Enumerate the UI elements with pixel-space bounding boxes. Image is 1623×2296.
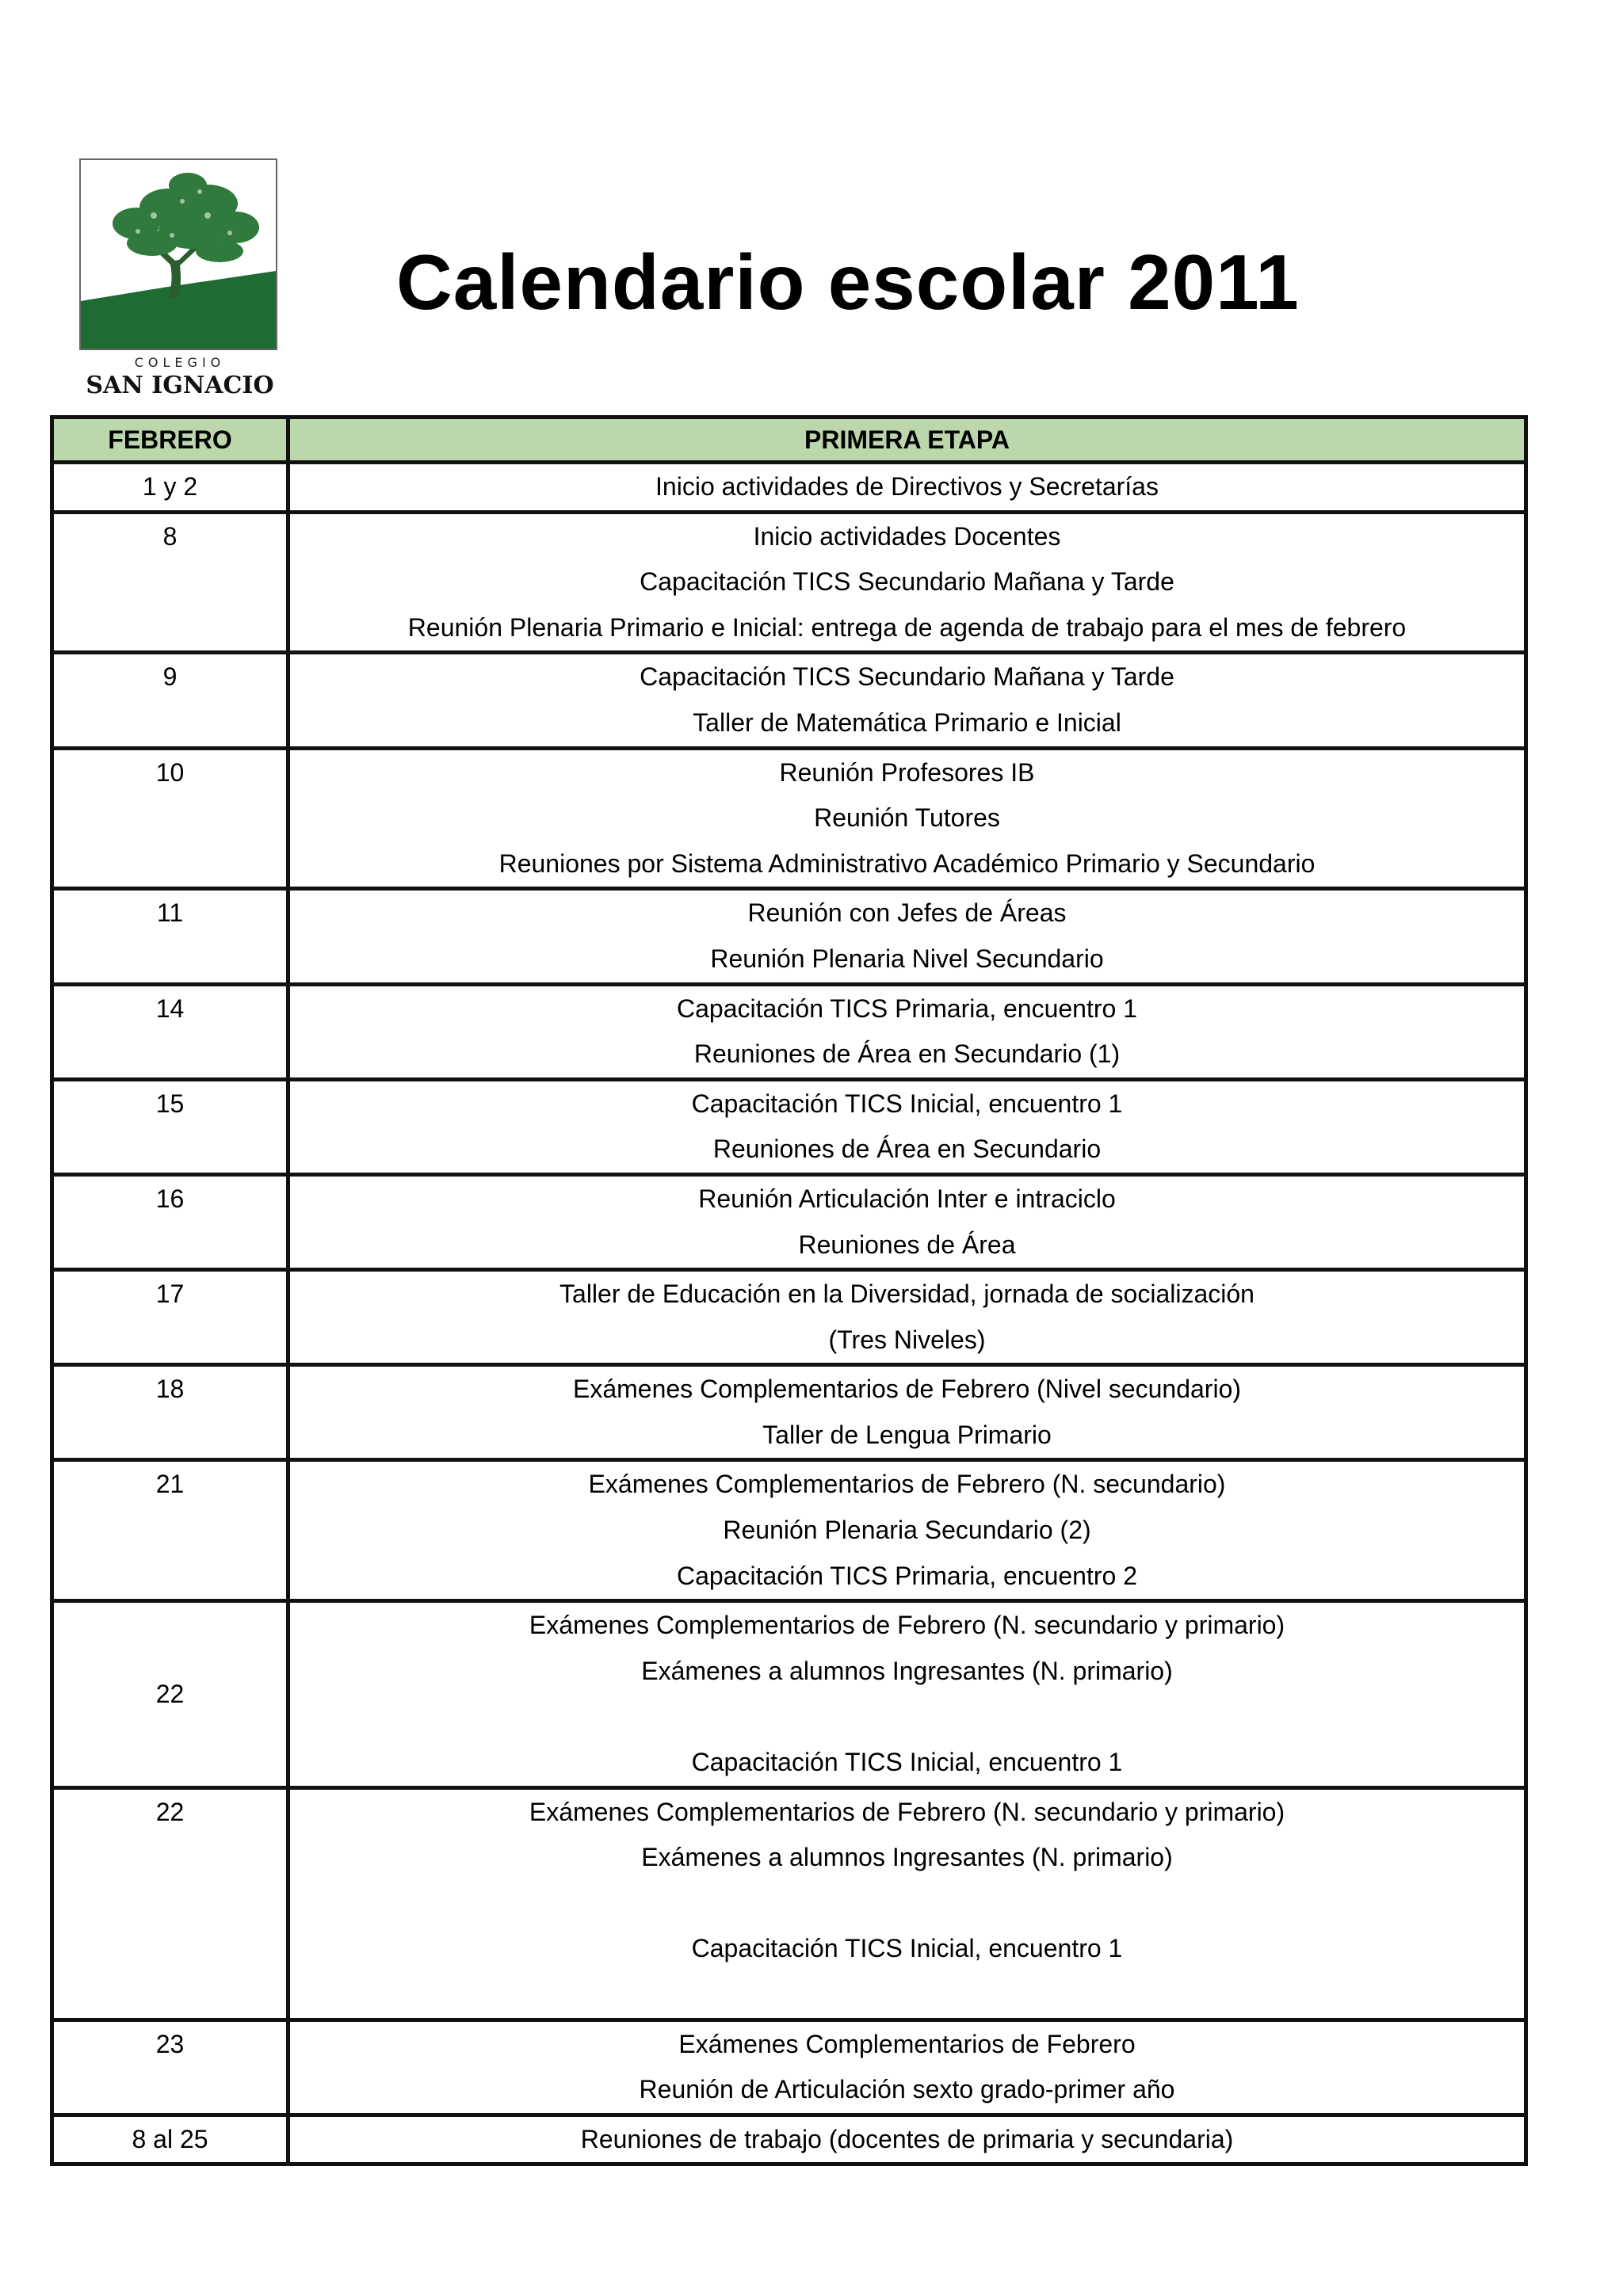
page-title: Calendario escolar 2011 [396,238,1300,326]
table-row [52,1787,1526,2019]
row-activities [288,1270,1526,1365]
row-date: 16 [52,1174,288,1269]
activity-line [290,1972,1524,2018]
activity-line: Taller de Matemática Primario e Inicial [693,707,1121,737]
table-row [52,1601,1526,1787]
row-date: 14 [52,984,288,1079]
activity-line: Reunión de Articulación sexto grado-primer año [639,2075,1175,2104]
row-activities [288,2019,1526,2115]
activity-line: Inicio actividades Docentes [753,521,1061,551]
activity-line: Reuniones de trabajo (docentes de primaria y secundaria) [580,2124,1234,2153]
activity-line: Reunión Plenaria Secundario (2) [723,1516,1091,1545]
activity-line: Exámenes a alumnos Ingresantes (N. primario) [641,1656,1173,1685]
activity-line: Exámenes Complementarios de Febrero (Nivel secundario) [572,1375,1242,1404]
row-date: 21 [52,1460,288,1601]
row-date: 11 [52,889,288,984]
row-date: 8 [52,512,288,653]
table-row [52,1270,1526,1365]
row-date: 1 y 2 [52,463,288,513]
row-date: 18 [52,1365,288,1460]
row-activities [288,1079,1526,1174]
calendar-body [52,463,1526,2164]
activity-line: Reuniones de Área en Secundario (1) [693,1039,1121,1069]
row-activities [288,653,1526,748]
table-row [52,1460,1526,1601]
activity-line: Reunión con Jefes de Áreas [747,898,1067,928]
row-activities [288,1787,1526,2019]
activity-line: Capacitación TICS Primaria, encuentro 2 [676,1561,1137,1590]
row-activities [288,512,1526,653]
header-stage: PRIMERA ETAPA [288,418,1526,463]
table-row [52,2019,1526,2115]
school-logo [79,158,281,399]
row-date: 17 [52,1270,288,1365]
logo-school-name: SAN IGNACIO [86,372,274,399]
activity-line: Inicio actividades de Directivos y Secretarías [655,472,1159,501]
row-date: 22 [52,1787,288,2019]
table-header-row [52,418,1526,463]
table-row [52,463,1526,513]
activity-line [290,1881,1524,1927]
row-date: 23 [52,2019,288,2115]
row-date: 22 [52,1601,288,1787]
table-row [52,2115,1526,2164]
activity-line: Exámenes Complementarios de Febrero (N. secundario y primario) [529,1797,1285,1826]
logo-college-label: COLEGIO [134,355,226,370]
activity-line: Reunión Articulación Inter e intraciclo [698,1184,1116,1213]
row-date: 15 [52,1079,288,1174]
activity-line: Capacitación TICS Secundario Mañana y Tarde [640,662,1174,692]
row-activities [288,1601,1526,1787]
activity-line: Reunión Plenaria Nivel Secundario [710,944,1104,973]
activity-line: Capacitación TICS Inicial, encuentro 1 [691,1089,1123,1118]
row-activities [288,463,1526,513]
activity-line: Exámenes Complementarios de Febrero [678,2029,1136,2058]
activity-line: Exámenes a alumnos Ingresantes (N. primario) [641,1843,1173,1872]
row-activities [288,2115,1526,2164]
table-row [52,984,1526,1079]
activity-line: Reunión Plenaria Primario e Inicial: entrega de agenda de trabajo para el mes de febrero [407,612,1407,642]
header-month: FEBRERO [52,418,288,463]
table-row [52,1079,1526,1174]
activity-line: (Tres Niveles) [828,1325,986,1354]
activity-line: Capacitación TICS Secundario Mañana y Tarde [640,567,1174,597]
row-activities [288,1365,1526,1460]
row-date: 8 al 25 [52,2115,288,2164]
row-activities [288,748,1526,889]
activity-line: Reuniones por Sistema Administrativo Académico Primario y Secundario [498,849,1316,878]
table-row [52,512,1526,653]
table-row [52,1365,1526,1460]
activity-line: Exámenes Complementarios de Febrero (N. secundario y primario) [529,1611,1285,1640]
calendar-table [50,415,1528,2166]
activity-line: Reunión Profesores IB [779,757,1035,787]
activity-line: Capacitación TICS Primaria, encuentro 1 [676,994,1137,1023]
activity-line: Exámenes Complementarios de Febrero (N. secundario) [588,1470,1226,1499]
activity-line: Capacitación TICS Inicial, encuentro 1 [691,1934,1123,1963]
row-activities [288,889,1526,984]
activity-line: Capacitación TICS Inicial, encuentro 1 [691,1748,1123,1777]
activity-line: Reuniones de Área en Secundario [712,1135,1102,1164]
row-date: 10 [52,748,288,889]
activity-line: Reuniones de Área [798,1230,1016,1259]
activity-line [290,1694,1524,1740]
tree-icon [81,160,276,349]
activity-line: Taller de Lengua Primario [762,1420,1052,1449]
row-activities [288,1460,1526,1601]
activity-line: Taller de Educación en la Diversidad, jornada de socialización [559,1280,1254,1309]
table-row [52,653,1526,748]
tree-emblem [79,158,277,350]
row-activities [288,984,1526,1079]
row-date: 9 [52,653,288,748]
table-row [52,748,1526,889]
table-row [52,1174,1526,1269]
table-row [52,889,1526,984]
activity-line: Reunión Tutores [814,803,1000,833]
row-activities [288,1174,1526,1269]
